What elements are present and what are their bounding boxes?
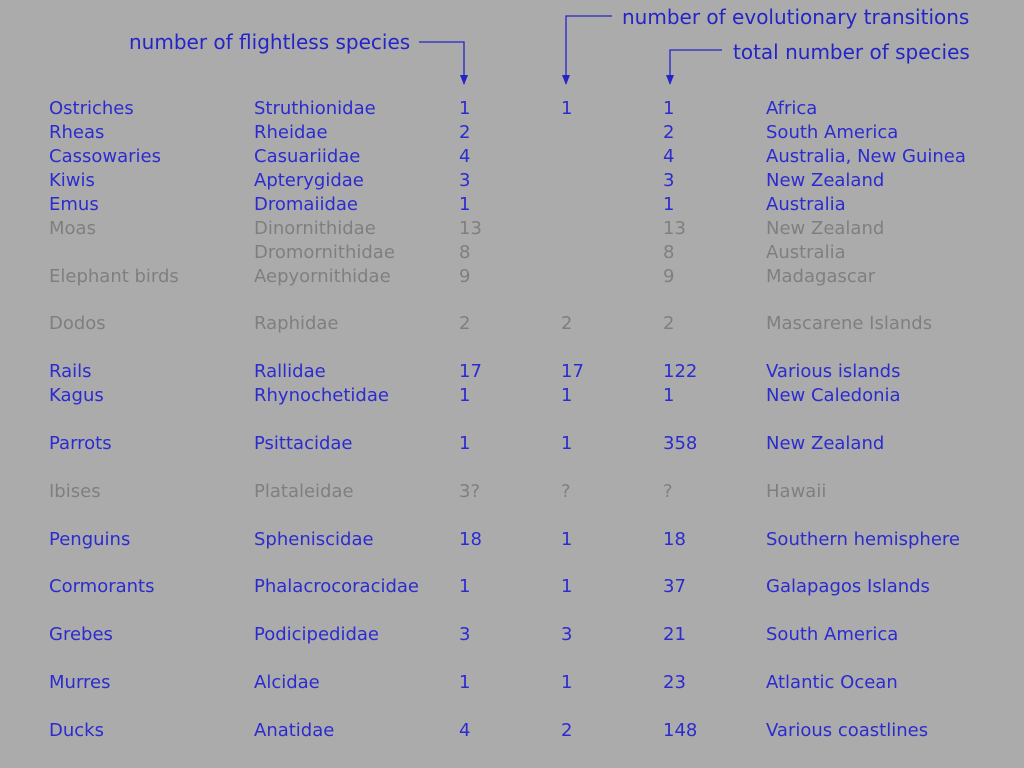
transitions-count: 1 [561, 529, 573, 550]
family-name: Apterygidae [254, 170, 364, 191]
flightless-count: 1 [459, 98, 471, 119]
flightless-count: 1 [459, 194, 471, 215]
flightless-count: 18 [459, 529, 482, 550]
total-count: 18 [663, 529, 686, 550]
total-count: 2 [663, 122, 675, 143]
region: Atlantic Ocean [766, 672, 898, 693]
common-name: Cormorants [49, 576, 155, 597]
arrow-total [670, 50, 722, 84]
family-name: Rhynochetidae [254, 385, 389, 406]
total-count: 4 [663, 146, 675, 167]
family-name: Rallidae [254, 361, 326, 382]
common-name: Kiwis [49, 170, 95, 191]
common-name: Grebes [49, 624, 113, 645]
total-count: 2 [663, 313, 675, 334]
common-name: Rheas [49, 122, 105, 143]
region: Mascarene Islands [766, 313, 933, 334]
family-name: Phalacrocoracidae [254, 576, 420, 597]
common-name: Parrots [49, 433, 112, 454]
common-name: Ducks [49, 720, 104, 741]
common-name: Emus [49, 194, 99, 215]
transitions-count: ? [561, 481, 571, 502]
total-count: 1 [663, 98, 675, 119]
transitions-count: 1 [561, 672, 573, 693]
header-evolutionary-transitions: number of evolutionary transitions [622, 5, 970, 29]
common-name: Ibises [49, 481, 101, 502]
family-name: Plataleidae [254, 481, 354, 502]
flightless-count: 1 [459, 672, 471, 693]
total-count: 1 [663, 385, 675, 406]
common-name: Penguins [49, 529, 131, 550]
flightless-count: 4 [459, 720, 471, 741]
total-count: 358 [663, 433, 698, 454]
total-count: 37 [663, 576, 686, 597]
region: Galapagos Islands [766, 576, 930, 597]
flightless-count: 4 [459, 146, 471, 167]
family-name: Raphidae [254, 313, 339, 334]
common-name: Dodos [49, 313, 106, 334]
total-count: 1 [663, 194, 675, 215]
common-name: Elephant birds [49, 266, 179, 287]
common-name: Kagus [49, 385, 104, 406]
region: South America [766, 122, 899, 143]
family-name: Casuariidae [254, 146, 361, 167]
transitions-count: 1 [561, 385, 573, 406]
arrow-flightless [419, 42, 464, 84]
total-count: 8 [663, 242, 675, 263]
transitions-count: 1 [561, 433, 573, 454]
common-name: Murres [49, 672, 111, 693]
family-name: Podicipedidae [254, 624, 380, 645]
family-name: Alcidae [254, 672, 320, 693]
common-name: Ostriches [49, 98, 134, 119]
family-name: Dromaiidae [254, 194, 358, 215]
region: New Zealand [766, 433, 885, 454]
region: Australia [766, 242, 846, 263]
flightless-count: 3? [459, 481, 481, 502]
flightless-count: 3 [459, 170, 471, 191]
region: Australia [766, 194, 846, 215]
total-count: 122 [663, 361, 698, 382]
flightless-count: 9 [459, 266, 471, 287]
common-name: Rails [49, 361, 92, 382]
transitions-count: 1 [561, 98, 573, 119]
region: Southern hemisphere [766, 529, 960, 550]
flightless-count: 2 [459, 313, 471, 334]
transitions-count: 3 [561, 624, 573, 645]
family-name: Anatidae [254, 720, 335, 741]
region: South America [766, 624, 899, 645]
region: Australia, New Guinea [766, 146, 966, 167]
region: Madagascar [766, 266, 876, 287]
transitions-count: 1 [561, 576, 573, 597]
region: New Zealand [766, 170, 885, 191]
flightless-count: 17 [459, 361, 482, 382]
transitions-count: 17 [561, 361, 584, 382]
common-name: Cassowaries [49, 146, 161, 167]
family-name: Rheidae [254, 122, 328, 143]
total-count: 3 [663, 170, 675, 191]
family-name: Psittacidae [254, 433, 353, 454]
transitions-count: 2 [561, 313, 573, 334]
flightless-count: 1 [459, 576, 471, 597]
region: Africa [766, 98, 818, 119]
total-count: 23 [663, 672, 686, 693]
region: Hawaii [766, 481, 827, 502]
flightless-count: 8 [459, 242, 471, 263]
region: Various coastlines [766, 720, 929, 741]
flightless-count: 1 [459, 385, 471, 406]
flightless-count: 2 [459, 122, 471, 143]
region: Various islands [766, 361, 901, 382]
family-name: Dromornithidae [254, 242, 395, 263]
family-name: Struthionidae [254, 98, 376, 119]
flightless-count: 3 [459, 624, 471, 645]
transitions-count: 2 [561, 720, 573, 741]
arrow-transitions [566, 16, 612, 84]
total-count: ? [663, 481, 673, 502]
family-name: Dinornithidae [254, 218, 376, 239]
total-count: 21 [663, 624, 686, 645]
total-count: 148 [663, 720, 698, 741]
total-count: 9 [663, 266, 675, 287]
region: New Zealand [766, 218, 885, 239]
header-total-species: total number of species [733, 40, 970, 64]
region: New Caledonia [766, 385, 901, 406]
header-flightless-species: number of flightless species [129, 30, 411, 54]
total-count: 13 [663, 218, 686, 239]
flightless-count: 1 [459, 433, 471, 454]
family-name: Aepyornithidae [254, 266, 391, 287]
family-name: Spheniscidae [254, 529, 374, 550]
flightless-count: 13 [459, 218, 482, 239]
common-name: Moas [49, 218, 96, 239]
